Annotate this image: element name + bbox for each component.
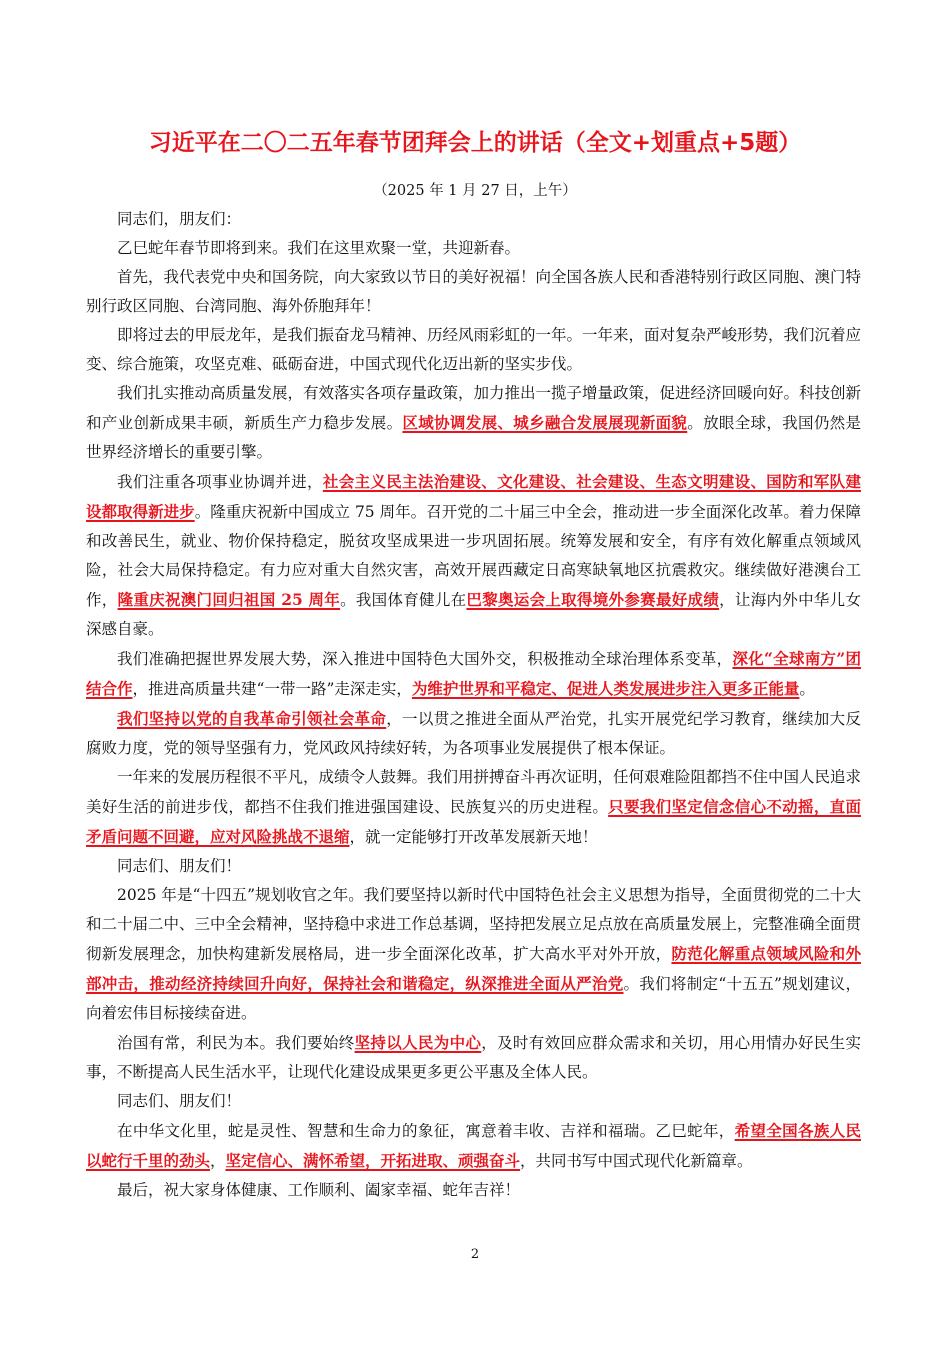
paragraph	[86, 467, 861, 644]
text-run: 我们准确把握世界发展大势，深入推进中国特色大国外交，积极推动全球治理体系变革，	[117, 650, 733, 668]
highlighted-phrase: 深化“全球南方”团结合作	[86, 649, 861, 698]
text-run: 同志们、朋友们！	[117, 1092, 242, 1110]
text-run: ，及时有效回应群众需求和关切，用心用情办好民生实事，不断提高人民生活水平，让现代化建设成果更多更公平惠及全体人民。	[86, 1034, 861, 1081]
highlighted-phrase: 区域协调发展、城乡融合发展展现新面貌	[402, 413, 688, 432]
text-run: 我们扎实推动高质量发展，有效落实各项存量政策，加力推出一揽子增量政策，促进经济回暖向好。科技创新和产业创新成果丰硕，新质生产力稳步发展。	[86, 384, 862, 432]
text-run: 同志们、朋友们！	[117, 857, 242, 875]
text-run: 。放眼全球，我国仍然是世界经济增长的重要引擎。	[86, 414, 861, 461]
text-run: 治国有常，利民为本。我们要始终	[117, 1034, 355, 1052]
paragraph	[86, 263, 861, 321]
text-run: ，让海内外中华儿女深感自豪。	[86, 591, 861, 638]
paragraph	[86, 644, 861, 704]
text-run: 。隆重庆祝新中国成立 75 周年。召开党的二十届三中全会，推动进一步全面深化改革。着力保障和改善民生，就业、物价保持稳定，脱贫攻坚成果进一步巩固拓展。统筹发展和安全，有序有效化解重点领域风险，社会大局保持稳定。有力应对重大自然灾害，高效开展西藏定日高寒缺氧地区抗震救灾。继续做好港澳台工作，	[86, 503, 861, 609]
highlighted-phrase: 防范化解重点领域风险和外部冲击，推动经济持续回升向好，保持社会和谐稳定，纵深推进全面从严治党	[86, 944, 861, 993]
highlighted-phrase: 巴黎奥运会上取得境外参赛最好成绩	[466, 590, 720, 609]
paragraph	[86, 1116, 861, 1176]
document-title: 习近平在二〇二五年春节团拜会上的讲话（全文+划重点+5题）	[148, 130, 802, 156]
text-run: 在中华文化里，蛇是灵性、智慧和生命力的象征，寓意着丰收、吉祥和福瑞。乙巳蛇年，	[117, 1122, 735, 1140]
highlighted-phrase: 我们坚持以党的自我革命引领社会革命	[117, 709, 387, 728]
paragraph	[86, 881, 861, 1028]
text-run: 即将过去的甲辰龙年，是我们振奋龙马精神、历经风雨彩虹的一年。一年来，面对复杂严峻形势，我们沉着应变、综合施策，攻坚克难、砥砺奋进，中国式现代化迈出新的坚实步伐。	[86, 326, 862, 373]
highlighted-phrase: 坚定信心、满怀希望，开拓进取、顽强奋斗	[225, 1151, 521, 1170]
paragraph	[86, 852, 861, 881]
text-run: 。我国体育健儿在	[340, 591, 467, 609]
paragraph	[86, 1176, 861, 1205]
paragraph	[86, 1087, 861, 1116]
highlighted-phrase: 希望全国各族人民以蛇行千里的劲头	[86, 1121, 861, 1170]
text-run: ，	[210, 1152, 226, 1170]
paragraph	[86, 379, 861, 467]
text-run: 2025 年是“十四五”规划收官之年。我们要坚持以新时代中国特色社会主义思想为指导，全面贯彻党的二十大和二十届二中、三中全会精神，坚持稳中求进工作总基调，坚持把发展立足点放在高质量发展上，完整准确全面贯彻新发展理念，加快构建新发展格局，进一步全面深化改革，扩大高水平对外开放，	[86, 886, 862, 963]
text-run: 我们注重各项事业协调并进，	[117, 473, 323, 491]
highlighted-phrase: 只要我们坚定信念信心不动摇，直面矛盾问题不回避，应对风险挑战不退缩	[86, 797, 861, 846]
highlighted-phrase: 隆重庆祝澳门回归祖国 25 周年	[117, 590, 341, 609]
text-run: 一年来的发展历程很不平凡，成绩令人鼓舞。我们用拼搏奋斗再次证明，任何艰难险阻都挡不住中国人民追求美好生活的前进步伐，都挡不住我们推进强国建设、民族复兴的历史进程。	[86, 768, 862, 816]
highlighted-phrase: 社会主义民主法治建设、文化建设、社会建设、生态文明建设、国防和军队建设都取得新进步	[86, 472, 861, 521]
page-number: 2	[470, 1247, 480, 1262]
text-run: 。我们将制定“十五五”规划建议，向着宏伟目标接续奋进。	[86, 975, 861, 1022]
text-run: 乙巳蛇年春节即将到来。我们在这里欢聚一堂，共迎新春。	[117, 239, 521, 257]
paragraph	[86, 763, 861, 852]
text-run: ，就一定能够打开改革发展新天地！	[349, 828, 598, 846]
paragraph	[86, 321, 861, 379]
paragraph	[86, 704, 861, 763]
text-run: 。	[799, 680, 815, 698]
text-run: 同志们，朋友们：	[117, 210, 242, 228]
highlighted-phrase: 坚持以人民为中心	[354, 1033, 482, 1052]
speech-body	[86, 205, 861, 1205]
text-run: 最后，祝大家身体健康、工作顺利、阖家幸福、蛇年吉祥！	[117, 1181, 521, 1199]
text-run: ，推进高质量共建“一带一路”走深走实，	[132, 680, 412, 698]
text-run: 首先，我代表党中央和国务院，向大家致以节日的美好祝福！向全国各族人民和香港特别行政区同胞、澳门特别行政区同胞、台湾同胞、海外侨胞拜年！	[86, 268, 862, 315]
paragraph	[86, 205, 861, 234]
date-line: （2025 年 1 月 27 日，上午）	[373, 183, 577, 199]
paragraph	[86, 234, 861, 263]
paragraph	[86, 1028, 861, 1087]
text-run: ，一以贯之推进全面从严治党，扎实开展党纪学习教育，继续加大反腐败力度，党的领导坚强有力，党风政风持续好转，为各项事业发展提供了根本保证。	[86, 710, 861, 757]
text-run: ，共同书写中国式现代化新篇章。	[520, 1152, 753, 1170]
highlighted-phrase: 为维护世界和平稳定、促进人类发展进步注入更多正能量	[411, 679, 800, 698]
